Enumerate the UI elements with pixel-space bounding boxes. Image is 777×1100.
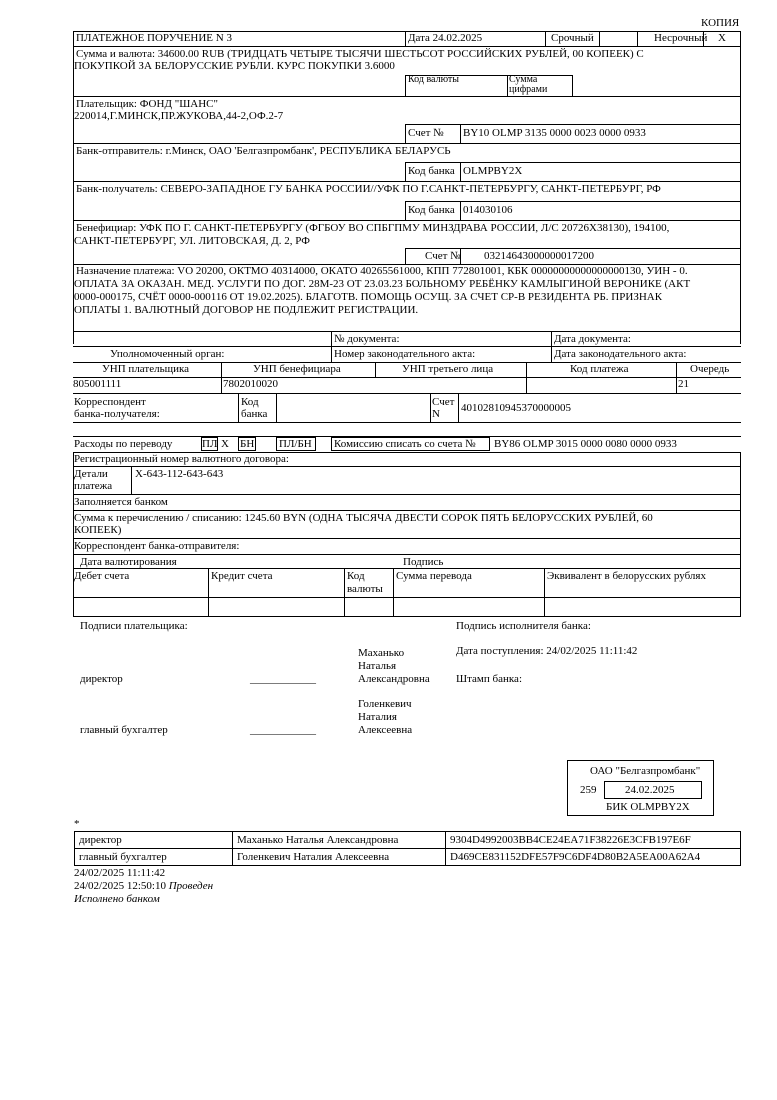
- unp-payer-value: 805001111: [73, 378, 122, 390]
- payer-signatures-title: Подписи плательщика:: [80, 620, 188, 632]
- accountant-name1: Голенкевич: [358, 698, 412, 710]
- ecp-hash: 9304D4992003BB4CE24EA71F38226E3CFB197E6F: [446, 832, 741, 849]
- beneficiary-account: 03214643000000017200: [484, 250, 594, 262]
- copy-label: КОПИЯ: [701, 17, 740, 29]
- queue-header: Очередь: [690, 363, 730, 375]
- purpose-line2: ОПЛАТА ЗА ОКАЗАН. МЕД. УСЛУГИ ПО ДОГ. 28М-23 ОТ 23.03.23 БОЛЬНОМУ РЕБЁНКУ КАМЛЫГИНОЙ ВЕРОНИКЕ (АКТ: [74, 278, 691, 290]
- director-signature-line: ____________: [250, 673, 316, 685]
- ecp-name: Маханько Наталья Александровна: [233, 832, 446, 849]
- stamp-bank-name: ОАО "Белгазпромбанк": [590, 765, 701, 777]
- law-number-label: Номер законодательного акта:: [334, 348, 476, 360]
- urgent-label: Срочный: [551, 32, 594, 44]
- accountant-name2: Наталия: [358, 711, 397, 723]
- director-name1: Маханько: [358, 647, 405, 659]
- stamp-date: 24.02.2025: [625, 784, 675, 796]
- nonurgent-mark: X: [718, 32, 726, 44]
- accountant-name3: Алексеевна: [358, 724, 413, 736]
- purpose-line3: 0000-000175, СЧЁТ 0000-000116 ОТ 19.02.2025). БЛАГОТВ. ПОМОЩЬ ОСУЩ. ЗА СЧЕТ СР-В РЕЗИДЕНТА РБ. ПРИЗНАК: [74, 291, 663, 303]
- payer-account: BY10 OLMP 3135 0000 0023 0000 0933: [463, 127, 646, 139]
- document-title: ПЛАТЕЖНОЕ ПОРУЧЕНИЕ N 3: [76, 32, 232, 44]
- bank-fill-label: Заполняется банком: [74, 496, 168, 508]
- payer-address: 220014,Г.МИНСК,ПР.ЖУКОВА,44-2,ОФ.2-7: [74, 110, 284, 122]
- amount-digits-label: Сумма цифрами: [509, 74, 548, 95]
- currency-code-label1: Код: [347, 570, 365, 582]
- fee-option-bn: БН: [240, 438, 255, 450]
- nonurgent-label: Несрочный: [654, 32, 708, 44]
- authorized-body-label: Уполномоченный орган:: [110, 348, 225, 360]
- unp-payer-header: УНП плательщика: [102, 363, 190, 375]
- correspondent-account: 40102810945370000005: [461, 402, 571, 414]
- debit-account-label: Дебет счета: [74, 570, 130, 582]
- received-date: Дата поступления: 24/02/2025 11:11:42: [456, 645, 638, 657]
- footer-processed-date: 24/02/2025 12:50:10: [74, 880, 166, 892]
- sender-correspondent-label: Корреспондент банка-отправителя:: [74, 540, 240, 552]
- amount-text-line2: ПОКУПКОЙ ЗА БЕЛОРУССКИЕ РУБЛИ. КУРС ПОКУПКИ 3.6000: [74, 60, 395, 72]
- payer-account-label: Счет №: [408, 127, 444, 139]
- fees-label: Расходы по переводу: [74, 438, 173, 450]
- beneficiary-line2: САНКТ-ПЕТЕРБУРГ, УЛ. ЛИТОВСКАЯ, Д. 2, РФ: [74, 235, 310, 247]
- asterisk: *: [74, 818, 80, 830]
- law-date-label: Дата законодательного акта:: [554, 348, 687, 360]
- director-name3: Александровна: [358, 673, 430, 685]
- fee-option-plbn: ПЛ/БН: [279, 438, 312, 450]
- details-label1: Детали: [74, 468, 108, 480]
- footer-processed-status: Проведен: [168, 880, 214, 892]
- transfer-sum-line1: Сумма к перечислению / списанию: 1245.60 BYN (ОДНА ТЫСЯЧА ДВЕСТИ СОРОК ПЯТЬ БЕЛОРУССКИХ РУБЛЕЙ, 60: [74, 512, 653, 524]
- ecp-name: Голенкевич Наталия Алексеевна: [233, 849, 446, 866]
- doc-date-label: Дата документа:: [554, 333, 631, 345]
- sender-bank: Банк-отправитель: г.Минск, ОАО 'Белгазпромбанк', РЕСПУБЛИКА БЕЛАРУСЬ: [76, 145, 451, 157]
- footer-executed: Исполнено банком: [74, 893, 160, 905]
- fee-option-pl: ПЛ: [202, 438, 218, 450]
- payer-name: Плательщик: ФОНД "ШАНС": [76, 98, 219, 110]
- stamp-bic: БИК OLMPBY2X: [606, 801, 690, 813]
- unp-beneficiary-header: УНП бенефициара: [253, 363, 341, 375]
- receiver-bank: Банк-получатель: СЕВЕРО-ЗАПАДНОЕ ГУ БАНКА РОССИИ//УФК ПО Г.САНКТ-ПЕТЕРБУРГУ, САНКТ-ПЕТЕРБУРГ, РФ: [76, 183, 661, 195]
- director-label: директор: [80, 673, 123, 685]
- fee-option-pl-mark: X: [221, 438, 229, 450]
- receiver-bank-code-label: Код банка: [408, 204, 455, 216]
- correspondent-code-label1: Код: [241, 396, 259, 408]
- ecp-role: главный бухгалтер: [75, 849, 233, 866]
- unp-table: [73, 362, 741, 393]
- correspondent-code-label2: банка: [241, 408, 268, 420]
- reg-number-label: Регистрационный номер валютного договора:: [74, 453, 289, 465]
- bank-signature-title: Подпись исполнителя банка:: [456, 620, 591, 632]
- unp-beneficiary-value: 7802010020: [223, 378, 278, 390]
- accountant-label: главный бухгалтер: [80, 724, 168, 736]
- table-row: [75, 832, 741, 849]
- transfer-sum-line2: КОПЕЕК): [74, 524, 122, 536]
- payment-code-header: Код платежа: [570, 363, 629, 375]
- correspondent-account-label2: N: [432, 408, 440, 420]
- amount-text-line1: Сумма и валюта: 34600.00 RUB (ТРИДЦАТЬ ЧЕТЫРЕ ТЫСЯЧИ ШЕСТЬСОТ РОССИЙСКИХ РУБЛЕЙ, 00 КОПЕЕК) С: [76, 48, 644, 60]
- purpose-line4: ОПЛАТЫ 1. ВАЛЮТНЫЙ ДОГОВОР НЕ ПОДЛЕЖИТ РЕГИСТРАЦИИ.: [74, 304, 419, 316]
- accountant-signature-line: ____________: [250, 724, 316, 736]
- ecp-hash: D469CE831152DFE57F9C6DF4D80B2A5EA00A62A4: [446, 849, 741, 866]
- commission-label: Комиссию списать со счета №: [334, 438, 476, 450]
- director-name2: Наталья: [358, 660, 397, 672]
- footer-timestamp: 24/02/2025 11:11:42: [74, 867, 166, 879]
- footer-processed: [74, 880, 213, 893]
- purpose-line1: Назначение платежа: VO 20200, ОКТМО 40314000, ОКАТО 40265561000, КПП 772801001, КБК 00000000000000000130, УИН - 0.: [76, 265, 688, 277]
- stamp-number: 259: [580, 784, 597, 796]
- correspondent-account-label1: Счет: [432, 396, 455, 408]
- signature-label: Подпись: [403, 556, 444, 568]
- sender-bank-code: OLMPBY2X: [463, 165, 523, 177]
- queue-value: 21: [678, 378, 689, 390]
- transfer-amount-label: Сумма перевода: [396, 570, 472, 582]
- equivalent-label: Эквивалент в белорусских рублях: [547, 570, 706, 582]
- sender-bank-code-label: Код банка: [408, 165, 455, 177]
- credit-account-label: Кредит счета: [211, 570, 273, 582]
- table-row: [75, 849, 741, 866]
- details-label2: платежа: [74, 480, 113, 492]
- correspondent-label1: Корреспондент: [74, 396, 146, 408]
- document-date: Дата 24.02.2025: [408, 32, 483, 44]
- bank-stamp-label: Штамп банка:: [456, 673, 522, 685]
- digital-signatures-table: [74, 831, 741, 866]
- currency-code-label2: валюты: [347, 583, 383, 595]
- commission-account: BY86 OLMP 3015 0000 0080 0000 0933: [494, 438, 677, 450]
- receiver-bank-code: 014030106: [463, 204, 513, 216]
- currency-code-label: Код валюты: [408, 74, 460, 85]
- doc-number-label: № документа:: [334, 333, 400, 345]
- beneficiary-account-label: Счет №: [425, 250, 461, 262]
- beneficiary-line1: Бенефициар: УФК ПО Г. САНКТ-ПЕТЕРБУРГУ (ФГБОУ ВО СПБГПМУ МИНЗДРАВА РОССИИ, Л/С 20726X38130), 194100,: [76, 222, 670, 234]
- correspondent-label2: банка-получателя:: [74, 408, 160, 420]
- unp-third-party-header: УНП третьего лица: [402, 363, 494, 375]
- ecp-role: директор: [75, 832, 233, 849]
- details-value: X-643-112-643-643: [135, 468, 224, 480]
- valuation-date-label: Дата валютирования: [80, 556, 177, 568]
